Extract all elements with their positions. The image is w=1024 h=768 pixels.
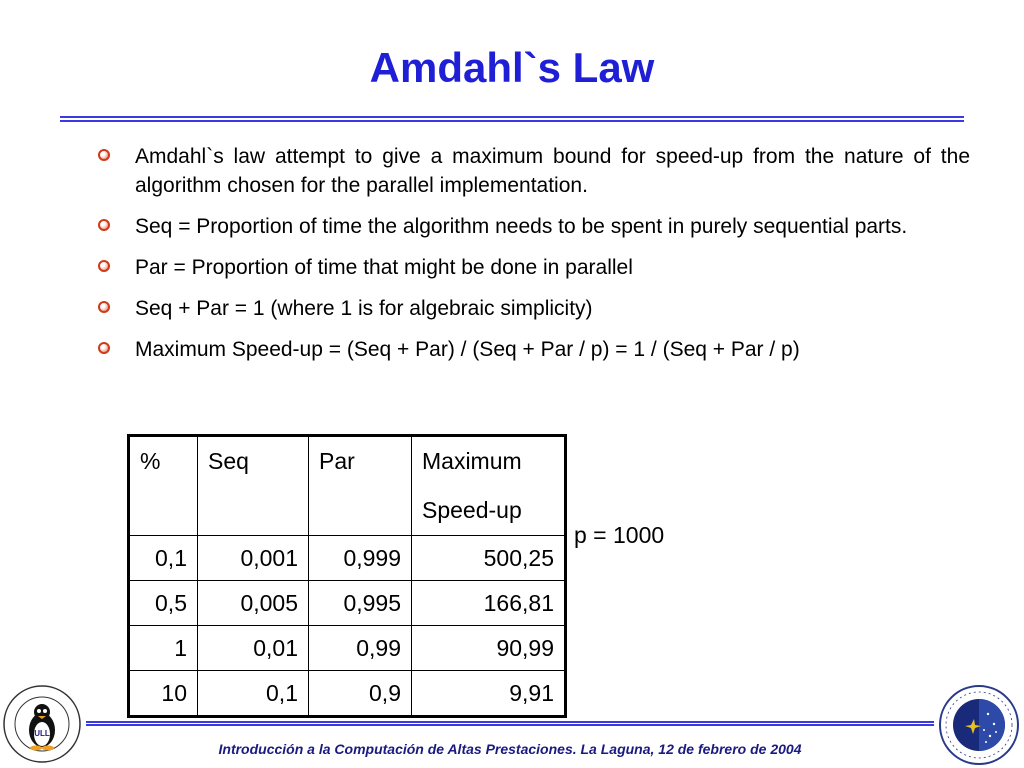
page-title: Amdahl`s Law: [369, 44, 655, 91]
bullet-text: Maximum Speed-up = (Seq + Par) / (Seq + Par / p) = 1 / (Seq + Par / p): [135, 338, 800, 361]
ull-seal-logo: [2, 684, 82, 764]
cell-percent: 1: [129, 626, 198, 671]
header-line: Maximum: [422, 448, 522, 474]
svg-text:ULL: ULL: [34, 729, 50, 738]
bullet-item: [98, 335, 970, 364]
cell-percent: 0,1: [129, 536, 198, 581]
speedup-table: [127, 434, 567, 718]
cell-par: 0,9: [309, 671, 412, 717]
cell-par: 0,99: [309, 626, 412, 671]
cell-seq: 0,01: [198, 626, 309, 671]
bullet-text: Par = Proportion of time that might be done in parallel: [135, 256, 633, 279]
cell-speedup: 166,81: [412, 581, 566, 626]
cell-speedup: 9,91: [412, 671, 566, 717]
header-par: Par: [309, 436, 412, 536]
title-divider: [60, 116, 964, 122]
cell-par: 0,999: [309, 536, 412, 581]
bullet-item: [98, 253, 970, 282]
cell-percent: 10: [129, 671, 198, 717]
bullet-text: Amdahl`s law attempt to give a maximum bound for speed-up from the nature of the algorithm chosen for the parallel implementation.: [135, 145, 970, 197]
bullet-item: [98, 294, 970, 323]
cell-percent: 0,5: [129, 581, 198, 626]
bullet-item: [98, 142, 970, 200]
footer-divider: [86, 721, 934, 726]
bullet-circle-icon: [98, 342, 110, 354]
bullet-circle-icon: [98, 219, 110, 231]
bullet-circle-icon: [98, 301, 110, 313]
bullet-circle-icon: [98, 260, 110, 272]
bullet-text: Seq + Par = 1 (where 1 is for algebraic simplicity): [135, 297, 593, 320]
cell-par: 0,995: [309, 581, 412, 626]
cell-seq: 0,005: [198, 581, 309, 626]
cell-speedup: 90,99: [412, 626, 566, 671]
bullet-item: [98, 212, 970, 241]
header-seq: Seq: [198, 436, 309, 536]
table-row: [129, 581, 566, 626]
footer-text: Introducción a la Computación de Altas Prestaciones. La Laguna, 12 de febrero de 2004: [218, 741, 802, 757]
cell-seq: 0,001: [198, 536, 309, 581]
header-max-speedup: [412, 436, 566, 536]
bullet-circle-icon: [98, 149, 110, 161]
header-percent: %: [129, 436, 198, 536]
processor-count-note: p = 1000: [574, 522, 665, 548]
cell-seq: 0,1: [198, 671, 309, 717]
bullet-list: [98, 142, 970, 376]
table-row: [129, 671, 566, 717]
table-header-row: [129, 436, 566, 536]
table-row: [129, 536, 566, 581]
table-row: [129, 626, 566, 671]
bullet-text: Seq = Proportion of time the algorithm needs to be spent in purely sequential parts.: [135, 215, 908, 238]
header-line: Speed-up: [422, 497, 522, 523]
cell-speedup: 500,25: [412, 536, 566, 581]
iac-seal-logo: [938, 684, 1020, 766]
